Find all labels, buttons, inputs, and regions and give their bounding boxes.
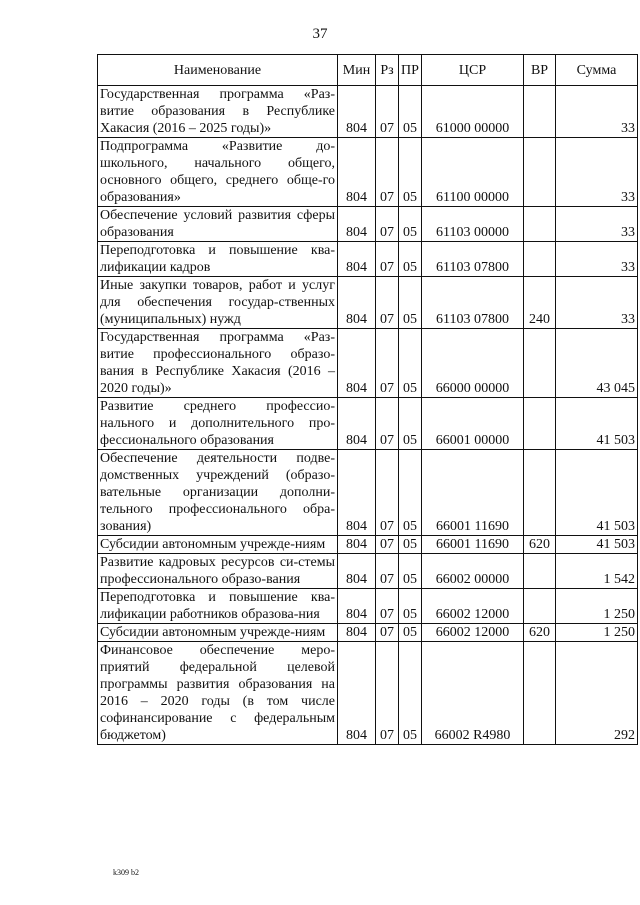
cell-vr	[524, 242, 556, 277]
cell-min: 804	[338, 329, 376, 398]
cell-pr: 05	[399, 642, 422, 745]
cell-min: 804	[338, 138, 376, 207]
cell-rz: 07	[376, 624, 399, 642]
cell-csr: 66002 12000	[422, 624, 524, 642]
cell-rz: 07	[376, 554, 399, 589]
cell-min: 804	[338, 450, 376, 536]
table-row	[98, 277, 638, 329]
cell-min: 804	[338, 642, 376, 745]
cell-rz: 07	[376, 207, 399, 242]
cell-min: 804	[338, 398, 376, 450]
cell-vr	[524, 138, 556, 207]
cell-csr: 66001 00000	[422, 398, 524, 450]
column-header-csr: ЦСР	[422, 55, 524, 86]
cell-rz: 07	[376, 277, 399, 329]
cell-rz: 07	[376, 589, 399, 624]
budget-table	[97, 54, 638, 745]
cell-pr: 05	[399, 589, 422, 624]
cell-rz: 07	[376, 138, 399, 207]
table-row	[98, 207, 638, 242]
cell-csr: 61103 07800	[422, 242, 524, 277]
cell-name: Развитие кадровых ресурсов си-стемы профессионального образо-вания	[98, 554, 338, 589]
cell-min: 804	[338, 554, 376, 589]
cell-pr: 05	[399, 329, 422, 398]
header-row	[98, 55, 638, 86]
cell-csr: 66000 00000	[422, 329, 524, 398]
table-row	[98, 398, 638, 450]
table-row	[98, 589, 638, 624]
cell-csr: 66002 12000	[422, 589, 524, 624]
cell-vr	[524, 642, 556, 745]
cell-pr: 05	[399, 398, 422, 450]
cell-name: Государственная программа «Раз-витие образования в Республике Хакасия (2016 – 2025 годы)»	[98, 86, 338, 138]
cell-min: 804	[338, 242, 376, 277]
cell-pr: 05	[399, 624, 422, 642]
cell-name: Развитие среднего профессио-нального и дополнительного про-фессионального образования	[98, 398, 338, 450]
cell-min: 804	[338, 86, 376, 138]
cell-sum: 33	[556, 86, 638, 138]
cell-vr: 620	[524, 536, 556, 554]
table-row	[98, 536, 638, 554]
cell-sum: 41 503	[556, 450, 638, 536]
cell-csr: 66001 11690	[422, 536, 524, 554]
cell-name: Подпрограмма «Развитие до-школьного, начального общего, основного общего, среднего обще-го образования»	[98, 138, 338, 207]
cell-rz: 07	[376, 536, 399, 554]
cell-csr: 61000 00000	[422, 86, 524, 138]
cell-rz: 07	[376, 398, 399, 450]
cell-sum: 33	[556, 242, 638, 277]
cell-rz: 07	[376, 86, 399, 138]
cell-csr: 61103 00000	[422, 207, 524, 242]
cell-min: 804	[338, 589, 376, 624]
cell-name: Переподготовка и повышение ква-лификации работников образова-ния	[98, 589, 338, 624]
column-header-sum: Сумма	[556, 55, 638, 86]
cell-rz: 07	[376, 642, 399, 745]
cell-name: Государственная программа «Раз-витие профессионального образо-вания в Республике Хакасия (2016 – 2020 годы)»	[98, 329, 338, 398]
cell-vr	[524, 554, 556, 589]
cell-vr: 620	[524, 624, 556, 642]
cell-name: Переподготовка и повышение ква-лификации кадров	[98, 242, 338, 277]
cell-min: 804	[338, 624, 376, 642]
table-row	[98, 624, 638, 642]
cell-csr: 66002 R4980	[422, 642, 524, 745]
cell-rz: 07	[376, 450, 399, 536]
column-header-vr: ВР	[524, 55, 556, 86]
cell-min: 804	[338, 207, 376, 242]
cell-name: Обеспечение условий развития сферы образования	[98, 207, 338, 242]
table-body	[98, 86, 638, 745]
table-row	[98, 242, 638, 277]
cell-name: Иные закупки товаров, работ и услуг для обеспечения государ-ственных (муниципальных) нужд	[98, 277, 338, 329]
cell-vr	[524, 398, 556, 450]
cell-vr	[524, 589, 556, 624]
cell-pr: 05	[399, 86, 422, 138]
cell-vr	[524, 450, 556, 536]
cell-sum: 33	[556, 138, 638, 207]
footer-code: k309 b2	[113, 868, 139, 877]
cell-sum: 41 503	[556, 536, 638, 554]
cell-name: Субсидии автономным учрежде-ниям	[98, 624, 338, 642]
page-number: 37	[312, 26, 328, 42]
cell-rz: 07	[376, 329, 399, 398]
cell-csr: 61103 07800	[422, 277, 524, 329]
table-row	[98, 554, 638, 589]
cell-vr	[524, 329, 556, 398]
cell-pr: 05	[399, 207, 422, 242]
column-header-pr: ПР	[399, 55, 422, 86]
cell-pr: 05	[399, 450, 422, 536]
column-header-min: Мин	[338, 55, 376, 86]
cell-vr	[524, 86, 556, 138]
cell-sum: 33	[556, 277, 638, 329]
cell-sum: 1 542	[556, 554, 638, 589]
cell-vr	[524, 207, 556, 242]
table-row	[98, 86, 638, 138]
cell-sum: 1 250	[556, 624, 638, 642]
cell-name: Обеспечение деятельности подве-домственных учреждений (образо-вательные организации дополни-тельного профессионального обра-зования)	[98, 450, 338, 536]
cell-sum: 1 250	[556, 589, 638, 624]
cell-sum: 33	[556, 207, 638, 242]
cell-csr: 61100 00000	[422, 138, 524, 207]
cell-pr: 05	[399, 277, 422, 329]
table-row	[98, 450, 638, 536]
cell-sum: 41 503	[556, 398, 638, 450]
table-row	[98, 138, 638, 207]
cell-min: 804	[338, 277, 376, 329]
table-row	[98, 329, 638, 398]
cell-pr: 05	[399, 536, 422, 554]
cell-name: Субсидии автономным учрежде-ниям	[98, 536, 338, 554]
cell-min: 804	[338, 536, 376, 554]
cell-vr: 240	[524, 277, 556, 329]
cell-pr: 05	[399, 554, 422, 589]
cell-csr: 66002 00000	[422, 554, 524, 589]
cell-csr: 66001 11690	[422, 450, 524, 536]
cell-sum: 43 045	[556, 329, 638, 398]
cell-rz: 07	[376, 242, 399, 277]
cell-sum: 292	[556, 642, 638, 745]
column-header-name: Наименование	[98, 55, 338, 86]
cell-name: Финансовое обеспечение меро-приятий федеральной целевой программы развития образования на 2016 – 2020 годы (в том числе софинансирование с федеральным бюджетом)	[98, 642, 338, 745]
cell-pr: 05	[399, 242, 422, 277]
cell-pr: 05	[399, 138, 422, 207]
table-row	[98, 642, 638, 745]
column-header-rz: Рз	[376, 55, 399, 86]
